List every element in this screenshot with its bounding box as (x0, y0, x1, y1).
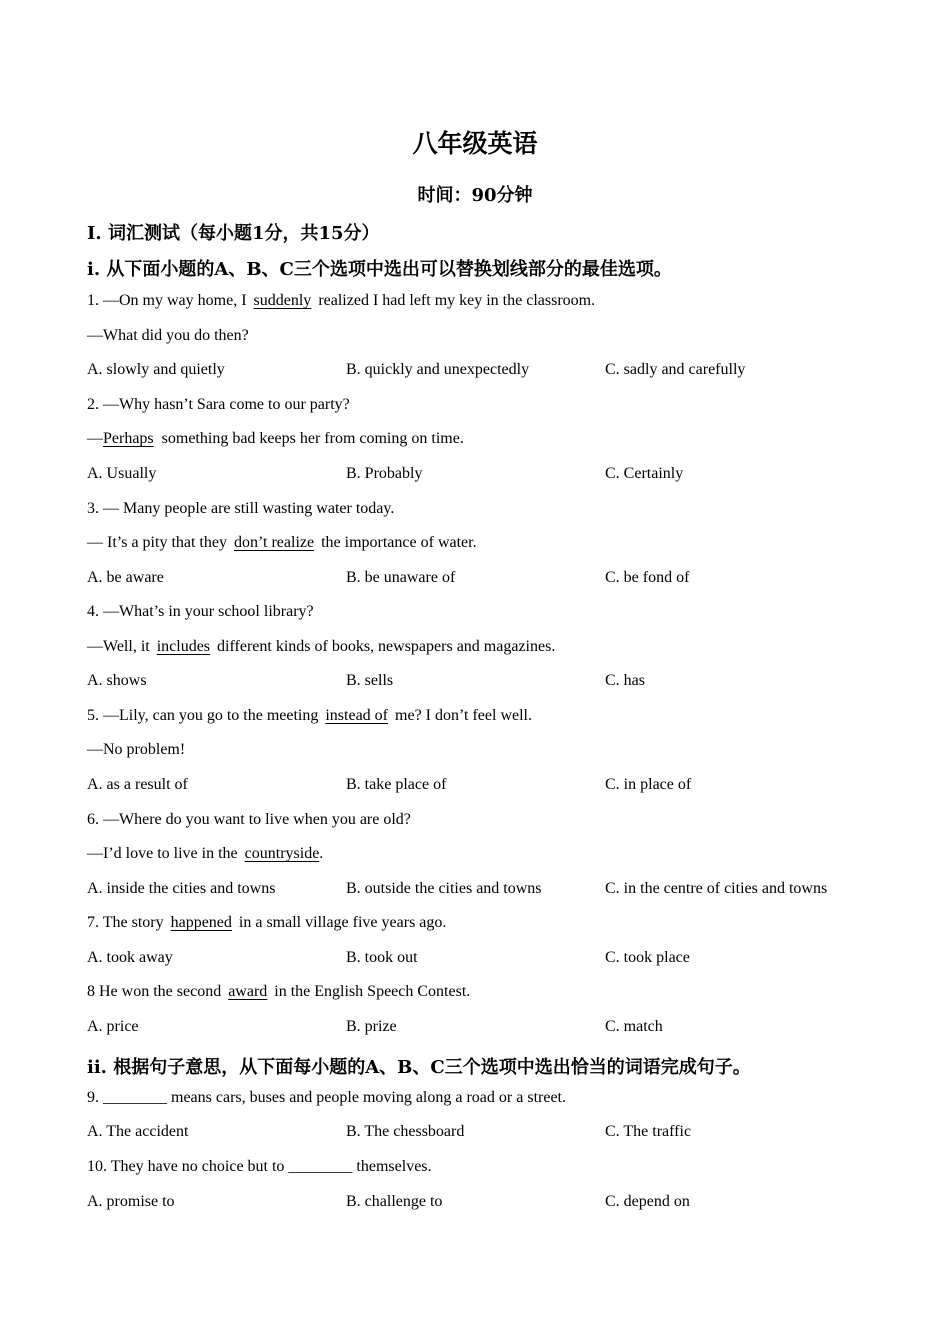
question-7-option-a[interactable]: A. took away (87, 949, 173, 966)
question-8-option-a[interactable]: A. price (87, 1018, 139, 1035)
question-5-option-b[interactable]: B. take place of (346, 776, 447, 793)
question-2-line2: —Perhaps something bad keeps her from coming on time. (87, 430, 464, 447)
question-3-option-a[interactable]: A. be aware (87, 569, 164, 586)
question-2-option-a[interactable]: A. Usually (87, 465, 157, 482)
underlined-word: includes (156, 638, 211, 655)
question-3-line1: 3. — Many people are still wasting water today. (87, 500, 395, 517)
question-4-option-c[interactable]: C. has (605, 672, 645, 689)
page-title: 八年级英语 (412, 129, 538, 158)
underlined-word: suddenly (253, 292, 312, 309)
underlined-word: countryside (244, 845, 320, 862)
question-8-line1: 8 He won the second award in the English Speech Contest. (87, 983, 471, 1000)
underlined-word: instead of (325, 707, 389, 724)
question-6-option-b[interactable]: B. outside the cities and towns (346, 880, 542, 897)
question-1-option-a[interactable]: A. slowly and quietly (87, 361, 225, 378)
question-7-option-b[interactable]: B. took out (346, 949, 418, 966)
question-5-option-a[interactable]: A. as a result of (87, 776, 188, 793)
question-5-option-c[interactable]: C. in place of (605, 776, 692, 793)
question-1-line2: —What did you do then? (87, 327, 249, 344)
question-9-option-a[interactable]: A. The accident (87, 1123, 189, 1140)
question-10-option-c[interactable]: C. depend on (605, 1193, 690, 1210)
question-3-line2: — It’s a pity that they don’t realize the importance of water. (87, 534, 477, 551)
question-1-option-b[interactable]: B. quickly and unexpectedly (346, 361, 530, 378)
question-2-line1: 2. —Why hasn’t Sara come to our party? (87, 396, 350, 413)
question-6-option-a[interactable]: A. inside the cities and towns (87, 880, 276, 897)
question-3-option-c[interactable]: C. be fond of (605, 569, 690, 586)
question-3-option-b[interactable]: B. be unaware of (346, 569, 456, 586)
question-2-option-c[interactable]: C. Certainly (605, 465, 684, 482)
question-4-line1: 4. —What’s in your school library? (87, 603, 314, 620)
question-2-option-b[interactable]: B. Probably (346, 465, 423, 482)
question-5-line1: 5. —Lily, can you go to the meeting instead of me? I don’t feel well. (87, 707, 532, 724)
part-i-instruction: i. 从下面小题的A、B、C三个选项中选出可以替换划线部分的最佳选项。 (87, 259, 672, 280)
question-4-option-b[interactable]: B. sells (346, 672, 394, 689)
question-7-line1: 7. The story happened in a small village five years ago. (87, 914, 447, 931)
question-4-option-a[interactable]: A. shows (87, 672, 147, 689)
question-8-option-c[interactable]: C. match (605, 1018, 663, 1035)
question-6-line2: —I’d love to live in the countryside. (87, 845, 324, 862)
question-10-option-a[interactable]: A. promise to (87, 1193, 175, 1210)
question-10-line1: 10. They have no choice but to ________ themselves. (87, 1158, 432, 1175)
question-1-option-c[interactable]: C. sadly and carefully (605, 361, 746, 378)
question-4-line2: —Well, it includes different kinds of books, newspapers and magazines. (87, 638, 556, 655)
question-1-line1: 1. —On my way home, I suddenly realized I had left my key in the classroom. (87, 292, 596, 309)
question-7-option-c[interactable]: C. took place (605, 949, 690, 966)
question-9-option-c[interactable]: C. The traffic (605, 1123, 692, 1140)
underlined-word: award (228, 983, 268, 1000)
question-9-option-b[interactable]: B. The chessboard (346, 1123, 465, 1140)
underlined-word: Perhaps (103, 430, 154, 447)
page-subtitle: 时间：90分钟 (417, 185, 533, 206)
question-10-option-b[interactable]: B. challenge to (346, 1193, 443, 1210)
question-6-option-c[interactable]: C. in the centre of cities and towns (605, 880, 828, 897)
question-8-option-b[interactable]: B. prize (346, 1018, 397, 1035)
question-6-line1: 6. —Where do you want to live when you are old? (87, 811, 411, 828)
section-heading: I. 词汇测试（每小题1分，共15分） (87, 223, 380, 244)
question-5-line2: —No problem! (87, 741, 186, 758)
question-9-line1: 9. ________ means cars, buses and people moving along a road or a street. (87, 1089, 566, 1106)
part-ii-instruction: ii. 根据句子意思，从下面每小题的A、B、C三个选项中选出恰当的词语完成句子。 (87, 1057, 751, 1078)
underlined-word: happened (170, 914, 232, 931)
underlined-word: don’t realize (233, 534, 315, 551)
